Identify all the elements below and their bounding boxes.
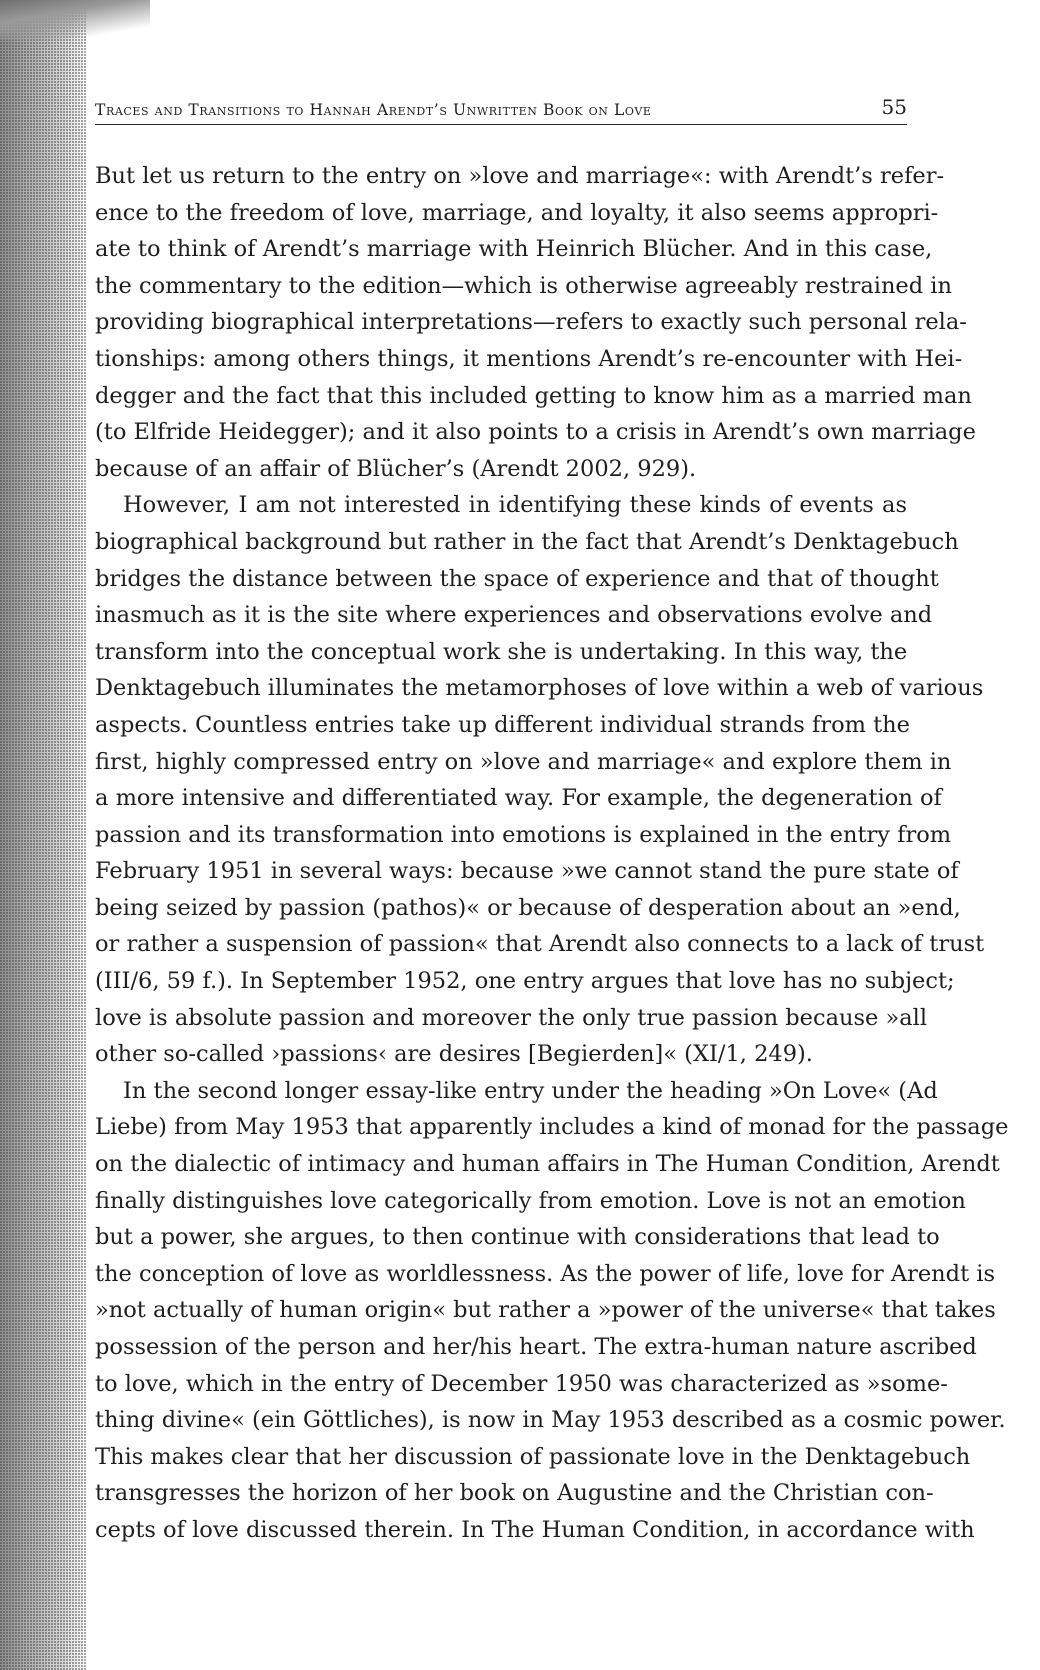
text-line: or rather a suspension of passion« that Arendt also connects to a lack of trust [95,931,985,958]
body-text [95,158,1009,1549]
text-line: (III/6, 59 f.). In September 1952, one entry argues that love has no subject; [95,968,955,995]
scan-gutter-shadow [0,0,86,1670]
text-line: However, I am not interested in identifying these kinds of events as [123,492,907,519]
text-line: possession of the person and her/his heart. The extra-human nature ascribed [95,1334,977,1360]
text-line: other so-called ›passions‹ are desires [Begierden]« (XI/1, 249). [95,1041,813,1068]
text-line: ate to think of Arendt’s marriage with Heinrich Blücher. And in this case, [95,236,933,263]
text-line: but a power, she argues, to then continue with considerations that lead to [95,1224,940,1251]
text-line: finally distinguishes love categorically from emotion. Love is not an emotion [95,1187,966,1214]
text-line: inasmuch as it is the site where experiences and observations evolve and [95,602,933,629]
text-line: ence to the freedom of love, marriage, and loyalty, it also seems appropri- [95,199,939,226]
text-line: on the dialectic of intimacy and human affairs in The Human Condition, Arendt [95,1151,1000,1178]
text-line: the conception of love as worldlessness. As the power of life, love for Arendt is [95,1260,996,1287]
text-line: aspects. Countless entries take up different individual strands from the [95,711,910,738]
text-line: the commentary to the edition—which is otherwise agreeably restrained in [95,272,952,299]
scan-corner-shadow [0,0,150,40]
text-line: (to Elfride Heidegger); and it also points to a crisis in Arendt’s own marriage [95,419,976,446]
page-header [95,86,907,125]
text-line: being seized by passion (pathos)« or because of desperation about an »end, [95,894,961,921]
text-line: This makes clear that her discussion of passionate love in the Denktagebuch [95,1443,971,1470]
text-line: degger and the fact that this included getting to know him as a married man [95,382,972,409]
text-line: bridges the distance between the space of experience and that of thought [95,565,939,592]
text-line: February 1951 in several ways: because »we cannot stand the pure state of [95,858,959,885]
text-line: providing biographical interpretations—refers to exactly such personal rela- [95,309,967,336]
text-line: In the second longer essay-like entry under the heading »On Love« (Ad [123,1077,938,1104]
text-line: biographical background but rather in the fact that Arendt’s Denktagebuch [95,528,959,555]
text-line: cepts of love discussed therein. In The Human Condition, in accordance with [95,1516,975,1543]
text-line: to love, which in the entry of December 1950 was characterized as »some- [95,1370,948,1397]
text-line: transgresses the horizon of her book on Augustine and the Christian con- [95,1480,934,1507]
text-line: tionships: among others things, it mentions Arendt’s re-encounter with Hei- [95,345,963,372]
text-line: thing divine« (ein Göttliches), is now in May 1953 described as a cosmic power. [95,1407,1006,1434]
text-line: love is absolute passion and moreover the only true passion because »all [95,1004,928,1031]
text-line: »not actually of human origin« but rather a »power of the universe« that takes [95,1297,996,1324]
text-line: because of an affair of Blücher’s (Arendt 2002, 929). [95,455,697,482]
text-line: But let us return to the entry on »love and marriage«: with Arendt’s refer- [95,163,945,189]
text-line: passion and its transformation into emotions is explained in the entry from [95,821,952,848]
text-line: first, highly compressed entry on »love and marriage« and explore them in [95,748,952,775]
running-head: Traces and Transitions to Hannah Arendt’s Unwritten Book on Love [95,101,652,119]
text-line: transform into the conceptual work she is undertaking. In this way, the [95,638,908,665]
text-line: a more intensive and differentiated way. For example, the degeneration of [95,785,942,812]
text-line: Denktagebuch illuminates the metamorphoses of love within a web of various [95,675,984,702]
page-number: 55 [881,95,907,119]
text-line: Liebe) from May 1953 that apparently includes a kind of monad for the passage [95,1114,1009,1141]
